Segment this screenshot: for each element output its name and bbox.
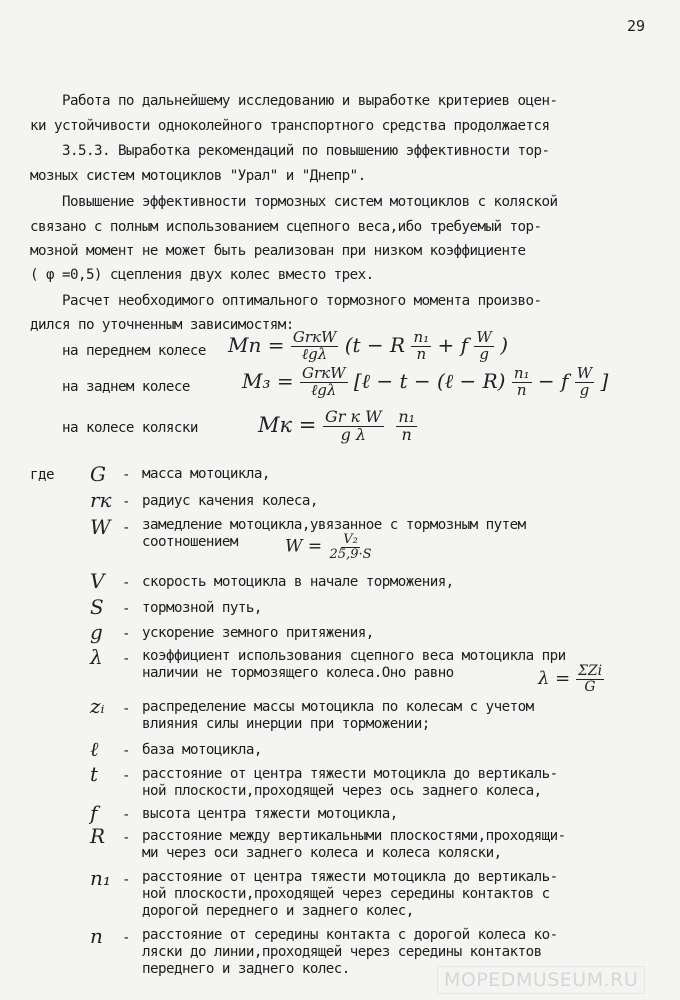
definition-text: расстояние от центра тяжести мотоцикла до вертикаль-: [142, 869, 558, 885]
paragraph-line: Работа по дальнейшему исследованию и выработке критериев оцен-: [62, 93, 558, 109]
formula-lambda-lhs: λ =: [538, 668, 571, 690]
paragraph-line: связано с полным использованием сцепного веса,ибо требуемый тор-: [30, 219, 542, 235]
formula-front: [228, 330, 508, 363]
symbol-lambda: λ: [90, 645, 103, 669]
paragraph-line: дился по уточненным зависимостям:: [30, 317, 294, 333]
formula-w-fraction: [328, 533, 374, 561]
formula-label-rear: на заднем колесе: [62, 379, 190, 395]
fraction-numerator: GrкW: [292, 328, 337, 346]
fraction-denominator: g: [479, 344, 489, 363]
definition-text: распределение массы мотоцикла по колесам с учетом: [142, 699, 534, 715]
definition-text: замедление мотоцикла,увязанное с тормозным путем: [142, 517, 526, 533]
definition-text: скорость мотоцикла в начале торможения,: [142, 574, 454, 590]
fraction-denominator: g: [579, 380, 590, 399]
definition-text: ной плоскости,проходящей через середины контактов с: [142, 886, 550, 902]
formula-lambda: [538, 664, 604, 694]
definition-dash: -: [122, 651, 131, 667]
formula-front-lhs: Mn =: [228, 332, 285, 357]
symbol-V: V: [90, 569, 105, 593]
symbol-n1: n₁: [90, 866, 111, 890]
formula-rear-body: [ℓ − t − (ℓ − R): [353, 368, 506, 393]
formula-sidecar-lhs: Mк =: [258, 412, 317, 437]
definition-dash: -: [122, 467, 131, 483]
formula-rear-close: ]: [600, 368, 609, 393]
symbol-zi: zᵢ: [90, 694, 105, 718]
paragraph-line: ки устойчивости одноколейного транспортного средства продолжается: [30, 118, 550, 134]
formula-w: [285, 533, 374, 561]
definition-text: высота центра тяжести мотоцикла,: [142, 806, 398, 822]
section-heading-line: мозных систем мотоциклов "Урал" и "Днепр".: [30, 168, 366, 184]
definition-text: расстояние от центра тяжести мотоцикла до вертикаль-: [142, 766, 558, 782]
definition-text: соотношением: [142, 534, 238, 550]
symbol-n: n: [90, 924, 103, 948]
fraction-denominator: ℓgλ: [311, 380, 337, 399]
definition-text: расстояние между вертикальными плоскостями,проходящи-: [142, 828, 566, 844]
definition-dash: -: [122, 743, 131, 759]
definition-text: ной плоскости,проходящей через ось заднего колеса,: [142, 783, 542, 799]
symbol-f: f: [90, 801, 98, 825]
formula-front-fraction: [291, 330, 339, 363]
symbol-W: W: [90, 515, 111, 539]
formula-rear-lhs: M₃ =: [242, 368, 294, 393]
page-number: 29: [627, 17, 646, 35]
definition-dash: -: [122, 768, 131, 784]
symbol-S: S: [90, 595, 104, 619]
formula-sidecar-fraction: [323, 409, 384, 444]
symbol-rk: rк: [90, 488, 112, 512]
fraction-denominator: g λ: [340, 424, 367, 444]
paragraph-line: ( φ =0,5) сцепления двух колес вместо трех.: [30, 267, 374, 283]
definition-text: радиус качения колеса,: [142, 493, 318, 509]
fraction-numerator: n₁: [513, 364, 530, 382]
symbol-t: t: [90, 762, 99, 786]
definition-text: база мотоцикла,: [142, 742, 262, 758]
formula-sidecar: [258, 409, 417, 444]
definition-dash: -: [122, 601, 131, 617]
definition-dash: -: [122, 701, 131, 717]
symbol-G: G: [90, 462, 106, 486]
definition-dash: -: [122, 626, 131, 642]
formula-front-body: (t − R: [344, 332, 406, 357]
fraction-denominator: ℓgλ: [301, 344, 328, 363]
formula-rear: [242, 366, 608, 399]
paragraph-line: Повышение эффективности тормозных систем мотоциклов с коляской: [62, 194, 558, 210]
symbol-l: ℓ: [90, 737, 99, 761]
fraction-denominator: n: [401, 424, 412, 444]
fraction-numerator: ΣZi: [577, 663, 603, 679]
definition-text: расстояние от середины контакта с дорогой колеса ко-: [142, 927, 558, 943]
fraction-denominator: 25,9·S: [329, 546, 372, 562]
formula-label-front: на переднем колесе: [62, 343, 206, 359]
definition-text: наличии не тормозящего колеса.Оно равно: [142, 665, 454, 681]
formula-front-tail: + f: [437, 332, 469, 357]
fraction-denominator: n: [416, 344, 427, 363]
fraction-numerator: V₂: [343, 532, 358, 547]
fraction-numerator: GrкW: [301, 364, 346, 382]
fraction-numerator: Gr к W: [325, 407, 382, 426]
formula-rear-w-fraction: [575, 366, 594, 399]
watermark: MOPEDMUSEUM.RU: [437, 966, 645, 994]
definition-text: влияния силы инерции при торможении;: [142, 716, 430, 732]
paragraph-line: Расчет необходимого оптимального тормозного момента произво-: [62, 293, 542, 309]
fraction-numerator: n₁: [413, 328, 430, 346]
formula-lambda-fraction: [576, 664, 604, 694]
definition-dash: -: [122, 807, 131, 823]
paragraph-line: мозной момент не может быть реализован при низком коэффициенте: [30, 243, 526, 259]
definition-text: масса мотоцикла,: [142, 466, 270, 482]
definition-text: ускорение земного притяжения,: [142, 625, 374, 641]
definition-text: коэффициент использования сцепного веса мотоцикла при: [142, 648, 566, 664]
fraction-denominator: G: [584, 678, 596, 695]
symbol-g: g: [90, 620, 103, 644]
formula-label-sidecar: на колесе коляски: [62, 420, 198, 436]
fraction-numerator: W: [576, 364, 593, 382]
section-heading-line: 3.5.3. Выработка рекомендаций по повышению эффективности тор-: [62, 143, 550, 159]
definition-text: ми через оси заднего колеса и колеса коляски,: [142, 845, 502, 861]
definition-dash: -: [122, 520, 131, 536]
definition-text: переднего и заднего колес.: [142, 961, 350, 977]
definition-text: тормозной путь,: [142, 600, 262, 616]
definition-dash: -: [122, 830, 131, 846]
definition-dash: -: [122, 494, 131, 510]
fraction-numerator: W: [476, 328, 492, 346]
where-label: где: [30, 467, 54, 483]
formula-sidecar-n-fraction: [396, 409, 417, 444]
formula-rear-fraction: [300, 366, 348, 399]
fraction-denominator: n: [516, 380, 527, 399]
fraction-numerator: n₁: [398, 407, 416, 426]
formula-front-w-fraction: [474, 330, 493, 363]
symbol-R: R: [90, 824, 106, 848]
definition-dash: -: [122, 872, 131, 888]
definition-dash: -: [122, 930, 131, 946]
definition-text: ляски до линии,проходящей через середины контактов: [142, 944, 542, 960]
formula-front-close: ): [500, 332, 508, 357]
formula-rear-tail: − f: [537, 368, 569, 393]
definition-text: дорогой переднего и заднего колес,: [142, 903, 414, 919]
formula-w-lhs: W =: [285, 536, 323, 557]
formula-front-n-fraction: [411, 330, 431, 363]
definition-dash: -: [122, 575, 131, 591]
formula-rear-n-fraction: [512, 366, 532, 399]
